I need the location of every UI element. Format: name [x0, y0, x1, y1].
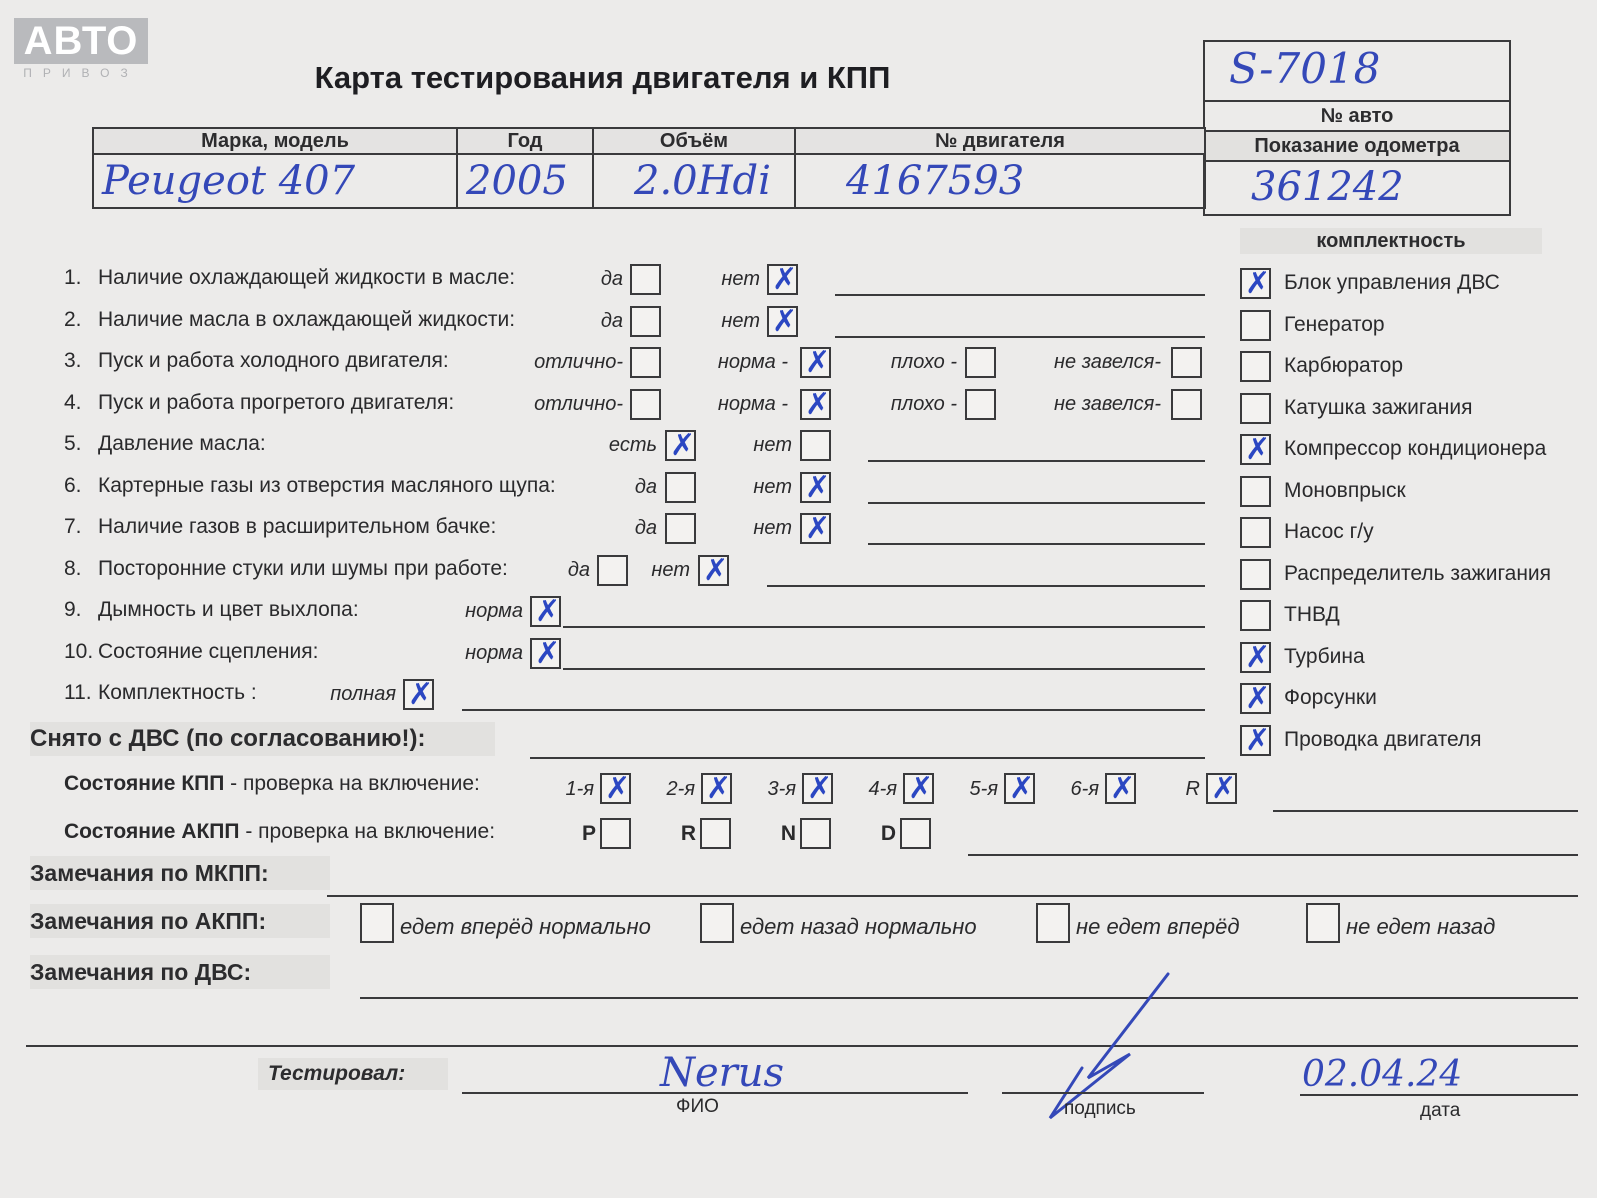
question-number: 8. — [64, 556, 82, 580]
option-checkbox[interactable] — [800, 389, 831, 420]
option-checkbox[interactable] — [630, 306, 661, 337]
option-checkbox[interactable] — [665, 513, 696, 544]
option-label: нет — [721, 309, 760, 332]
volume-value: 2.0Hdi — [593, 154, 795, 208]
kpp-gear-checkbox[interactable] — [802, 773, 833, 804]
option-checkbox[interactable] — [630, 389, 661, 420]
question-number: 5. — [64, 432, 82, 455]
option-checkbox[interactable] — [698, 555, 729, 586]
question-text: Состояние сцепления: — [98, 639, 319, 663]
option-label: отлично- — [534, 392, 623, 415]
kpp-gear-checkbox[interactable] — [701, 773, 732, 804]
option-checkbox[interactable] — [630, 264, 661, 295]
kpp-gear-label: 6-я — [1070, 778, 1099, 800]
option-label: есть — [608, 434, 657, 456]
option-checkbox[interactable] — [530, 638, 561, 669]
option-checkbox[interactable] — [1171, 389, 1202, 420]
option-label: плохо - — [890, 351, 957, 373]
option-label: да — [634, 517, 657, 539]
option-label: не завелся- — [1054, 392, 1161, 415]
akpp-label: Состояние АКПП - проверка на включение: — [64, 820, 496, 843]
fio-line[interactable] — [462, 1092, 968, 1094]
tested-label: Тестировал: — [258, 1058, 448, 1090]
completeness-label: Форсунки — [1284, 686, 1377, 709]
completeness-checkbox[interactable] — [1240, 517, 1271, 548]
question-remark-line[interactable] — [868, 460, 1205, 462]
option-label: норма — [465, 641, 523, 664]
akpp-gear-label: R — [680, 822, 696, 845]
completeness-label: ТНВД — [1284, 603, 1340, 626]
completeness-checkbox[interactable] — [1240, 476, 1271, 507]
option-checkbox[interactable] — [965, 389, 996, 420]
car-number-label: № авто — [1205, 102, 1509, 132]
completeness-label: Моновпрыск — [1284, 478, 1406, 502]
removed-line[interactable] — [530, 757, 1205, 759]
kpp-remark-line[interactable] — [1273, 810, 1578, 812]
question-number: 6. — [64, 473, 82, 497]
question-text: Дымность и цвет выхлопа: — [98, 598, 359, 621]
mkpp-remarks-line[interactable] — [327, 895, 1578, 897]
question-remark-line[interactable] — [868, 502, 1205, 504]
akpp-remark-label: едет вперёд нормально — [400, 914, 651, 939]
completeness-checkbox[interactable] — [1240, 683, 1271, 714]
kpp-gear-checkbox[interactable] — [600, 773, 631, 804]
question-remark-line[interactable] — [563, 626, 1205, 628]
completeness-label: Насос г/у — [1284, 520, 1374, 543]
kpp-gear-label: 4-я — [868, 778, 897, 800]
date-label: дата — [1420, 1100, 1461, 1121]
odometer-cell — [1205, 162, 1509, 214]
kpp-gear-label: 3-я — [767, 778, 796, 800]
question-text: Давление масла: — [98, 432, 266, 455]
mkpp-remarks-label: Замечания по МКПП: — [30, 856, 330, 890]
akpp-gear-checkbox[interactable] — [700, 818, 731, 849]
make-value: Peugeot 407 — [93, 154, 457, 208]
option-checkbox[interactable] — [800, 513, 831, 544]
car-number-cell — [1205, 42, 1509, 102]
logo-subtitle: ПРИВОЗ — [23, 66, 139, 80]
completeness-checkbox[interactable] — [1240, 725, 1271, 756]
option-label: нет — [753, 434, 792, 456]
dvs-remarks-line-1[interactable] — [360, 997, 1578, 999]
kpp-gear-checkbox[interactable] — [1206, 773, 1237, 804]
completeness-checkbox[interactable] — [1240, 268, 1271, 299]
akpp-remarks-label: Замечания по АКПП: — [30, 904, 330, 938]
akpp-remark-label: едет назад нормально — [740, 914, 977, 939]
question-number: 11. — [64, 681, 92, 704]
akpp-remark-checkbox[interactable] — [1036, 903, 1070, 943]
option-label: да — [567, 558, 590, 581]
signature-label: подпись — [1064, 1098, 1136, 1119]
completeness-checkbox[interactable] — [1240, 642, 1271, 673]
option-label: полная — [330, 683, 396, 705]
option-label: не завелся- — [1054, 351, 1161, 373]
akpp-remark-checkbox[interactable] — [700, 903, 734, 943]
option-label: норма - — [717, 392, 788, 415]
option-checkbox[interactable] — [630, 347, 661, 378]
option-checkbox[interactable] — [767, 306, 798, 337]
option-checkbox[interactable] — [665, 430, 696, 461]
option-label: нет — [721, 268, 760, 290]
akpp-gear-label: D — [880, 822, 896, 845]
akpp-gear-label: P — [581, 822, 596, 845]
odometer-label: Показание одометра — [1205, 132, 1509, 162]
question-text: Пуск и работа прогретого двигателя: — [98, 390, 455, 414]
akpp-gear-checkbox[interactable] — [600, 818, 631, 849]
completeness-checkbox[interactable] — [1240, 559, 1271, 590]
option-checkbox[interactable] — [1171, 347, 1202, 378]
question-number: 1. — [64, 266, 82, 289]
completeness-checkbox[interactable] — [1240, 393, 1271, 424]
option-label: да — [600, 309, 623, 332]
completeness-label: Турбина — [1284, 644, 1365, 668]
completeness-checkbox[interactable] — [1240, 310, 1271, 341]
question-text: Наличие газов в расширительном бачке: — [98, 515, 497, 538]
option-label: нет — [753, 475, 792, 498]
completeness-label: Карбюратор — [1284, 354, 1404, 377]
completeness-label: Генератор — [1284, 312, 1385, 336]
completeness-label: Катушка зажигания — [1284, 395, 1473, 419]
fio-value: Nerus — [660, 1050, 785, 1096]
akpp-remark-label: не едет назад — [1346, 914, 1496, 939]
option-checkbox[interactable] — [965, 347, 996, 378]
completeness-label: Распределитель зажигания — [1284, 561, 1552, 585]
completeness-title: комплектность — [1240, 228, 1542, 254]
kpp-gear-checkbox[interactable] — [903, 773, 934, 804]
question-number: 7. — [64, 515, 82, 538]
car-number-value: S-7018 — [1229, 44, 1381, 93]
year-label: Год — [457, 128, 593, 154]
question-remark-line[interactable] — [462, 709, 1205, 711]
akpp-gear-label: N — [780, 822, 796, 845]
question-remark-line[interactable] — [563, 668, 1205, 670]
completeness-label: Проводка двигателя — [1284, 727, 1482, 751]
completeness-checkbox[interactable] — [1240, 600, 1271, 631]
option-label: да — [600, 268, 623, 290]
question-text: Пуск и работа холодного двигателя: — [98, 349, 449, 372]
option-label: отлично- — [534, 351, 623, 373]
kpp-gear-checkbox[interactable] — [1004, 773, 1035, 804]
kpp-gear-label: R — [1185, 778, 1200, 800]
option-checkbox[interactable] — [800, 347, 831, 378]
question-number: 4. — [64, 390, 82, 414]
question-text: Наличие масла в охлаждающей жидкости: — [98, 307, 516, 331]
akpp-gear-checkbox[interactable] — [800, 818, 831, 849]
completeness-checkbox[interactable] — [1240, 351, 1271, 382]
page-title: Карта тестирования двигателя и КПП — [314, 60, 891, 95]
akpp-remark-checkbox[interactable] — [360, 903, 394, 943]
question-number: 10. — [64, 639, 94, 663]
vehicle-header-table — [92, 127, 1206, 209]
question-text: Наличие охлаждающей жидкости в масле: — [98, 266, 516, 289]
option-label: нет — [753, 517, 792, 539]
question-number: 9. — [64, 598, 82, 621]
question-text: Картерные газы из отверстия масляного щупа: — [98, 473, 556, 497]
kpp-gear-label: 2-я — [666, 778, 695, 800]
kpp-gear-label: 5-я — [969, 778, 998, 800]
option-label: нет — [651, 558, 690, 581]
question-text: Посторонние стуки или шумы при работе: — [98, 556, 508, 580]
question-remark-line[interactable] — [868, 543, 1205, 545]
option-checkbox[interactable] — [800, 430, 831, 461]
dvs-remarks-label: Замечания по ДВС: — [30, 955, 330, 989]
option-checkbox[interactable] — [403, 679, 434, 710]
year-value: 2005 — [457, 154, 593, 208]
kpp-label: Состояние КПП - проверка на включение: — [64, 772, 480, 795]
avtoprivoz-logo: АВТО — [14, 18, 148, 64]
option-checkbox[interactable] — [800, 472, 831, 503]
question-remark-line[interactable] — [835, 294, 1205, 296]
kpp-gear-checkbox[interactable] — [1105, 773, 1136, 804]
fio-label: ФИО — [676, 1096, 719, 1117]
question-remark-line[interactable] — [767, 585, 1205, 587]
option-label: плохо - — [890, 392, 957, 415]
akpp-remark-checkbox[interactable] — [1306, 903, 1340, 943]
question-text: Комплектность : — [98, 681, 257, 704]
engine-number-value: 4167593 — [795, 154, 1205, 208]
completeness-checkbox[interactable] — [1240, 434, 1271, 465]
make-label: Марка, модель — [93, 128, 457, 154]
option-checkbox[interactable] — [597, 555, 628, 586]
akpp-gear-checkbox[interactable] — [900, 818, 931, 849]
option-checkbox[interactable] — [767, 264, 798, 295]
akpp-remark-line[interactable] — [968, 854, 1578, 856]
completeness-label: Блок управления ДВС — [1284, 271, 1500, 294]
dvs-remarks-line-2[interactable] — [26, 1045, 1578, 1047]
completeness-label: Компрессор кондиционера — [1284, 437, 1547, 460]
option-label: норма - — [717, 351, 788, 373]
option-label: норма — [465, 600, 523, 622]
signature-line[interactable] — [1002, 1092, 1204, 1094]
date-value: 02.04.24 — [1302, 1054, 1463, 1095]
option-checkbox[interactable] — [665, 472, 696, 503]
option-checkbox[interactable] — [530, 596, 561, 627]
option-label: да — [634, 475, 657, 498]
question-number: 2. — [64, 307, 82, 331]
date-line[interactable] — [1300, 1094, 1578, 1096]
question-remark-line[interactable] — [835, 336, 1205, 338]
kpp-gear-label: 1-я — [565, 778, 594, 800]
removed-label: Снято с ДВС (по согласованию!): — [30, 722, 495, 756]
question-number: 3. — [64, 349, 82, 372]
volume-label: Объём — [593, 128, 795, 154]
odometer-value: 361242 — [1251, 164, 1404, 210]
car-info-block — [1203, 40, 1511, 216]
akpp-remark-label: не едет вперёд — [1076, 914, 1240, 939]
engine-number-label: № двигателя — [795, 128, 1205, 154]
